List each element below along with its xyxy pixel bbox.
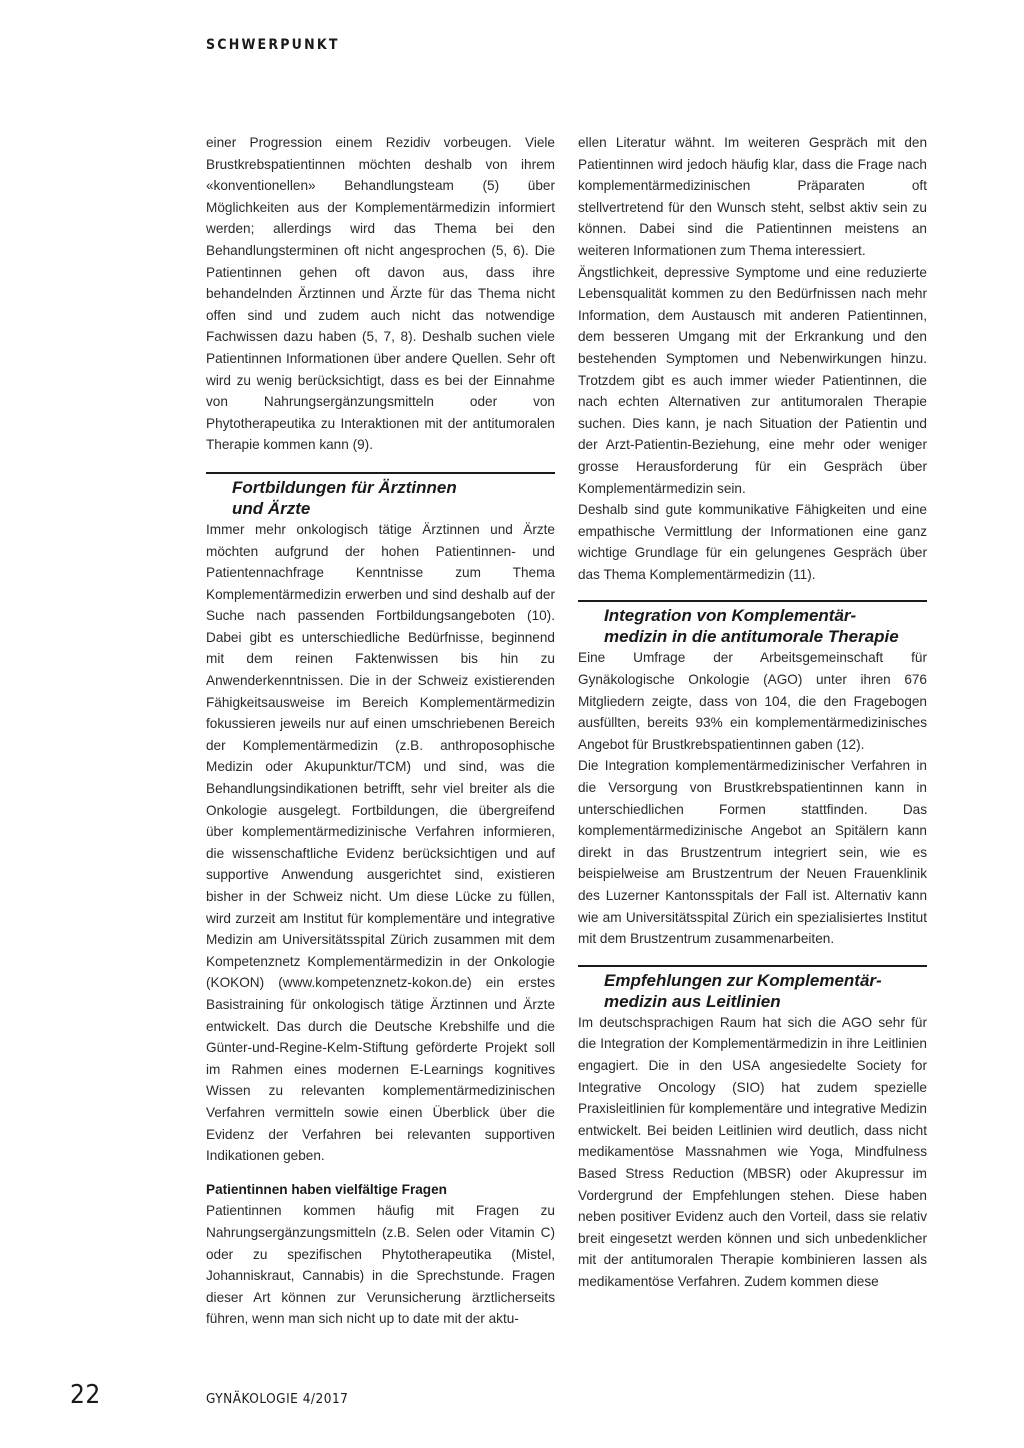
paragraph: Deshalb sind gute kommunikative Fähigkeiten und eine empathische Vermittlung der Informationen eine ganz wichtige Grundlage für ein gelungenes Gespräch über das Thema Komplementärmedizin (11). [578,502,927,582]
heading-line: medizin in die antitumorale Therapie [604,627,899,647]
heading-line: Empfehlungen zur Komplementär- [604,970,882,990]
heading-line: Fortbildungen für Ärztinnen [232,477,457,497]
paragraph: einer Progression einem Rezidiv vorbeugen. Viele Brustkrebspatientinnen möchten deshalb von ihrem «konventionellen» Behandlungsteam (5) über Möglichkeiten aus der Komplementärmedizin informiert werden; allerdings wird das Thema bei den Behandlungsterminen oft nicht angesprochen (5, 6). Die Patientinnen gehen oft davon aus, dass ihre behandelnden Ärztinnen und Ärzte für das Thema nicht offen sind und zudem auch nicht das notwendige Fachwissen dazu haben (5, 7, 8). Deshalb suchen viele Patientinnen Informationen über andere Quellen. Sehr oft wird zu wenig berücksichtigt, dass es bei der Einnahme von Nahrungsergänzungsmitteln oder von Phytotherapeutika zu Interaktionen mit der antitumoralen Therapie kommen kann (9). [206,135,555,453]
subsection-heading: Patientinnen haben vielfältige Fragen [206,1181,447,1197]
paragraph: Im deutschsprachigen Raum hat sich die AGO sehr für die Integration der Komplementärmedizin in ihre Leitlinien engagiert. Die in den USA angesiedelte Society for Integrative Oncology (SIO) hat zudem spezielle Praxisleitlinien für komplementäre und integrative Medizin entwickelt. Bei beiden Leitlinien wird deutlich, dass nicht medikamentöse Massnahmen wie Yoga, Mindfulness Based Stress Reduction (MBSR) oder Akupressur im Vordergrund der Empfehlungen stehen. Diese haben neben positiver Evidenz auch den Vorteil, dass sie relativ breit eingesetzt werden können und sich unbedenklicher mit der antitumoralen Therapie kombinieren lassen als medikamentöse Verfahren. Zudem kommen diese [578,1014,927,1289]
section-heading [206,477,555,519]
heading-line: und Ärzte [232,498,311,518]
paragraph: Immer mehr onkologisch tätige Ärztinnen und Ärzte möchten aufgrund der hohen Patientinnen- und Patientennachfrage Kenntnisse zum Thema Komplementärmedizin erwerben und sind deshalb auf der Suche nach passenden Fortbildungsangeboten (10). Dabei gibt es unterschiedliche Bedürfnisse, beginnend mit dem reinen Faktenwissen bis hin zu Anwenderkenntnissen. Die in der Schweiz existierenden Fähigkeitsausweise im Bereich Komplementärmedizin fokussieren jeweils nur auf einen umschriebenen Bereich der Komplementärmedizin (z.B. anthroposophische Medizin oder Akupunktur/TCM) und sind, was die Behandlungsindikationen betrifft, sehr viel breiter als die Onkologie ausgelegt. Fortbildungen, die übergreifend über komplementärmedizinische Verfahren informieren, die wissenschaftliche Evidenz berücksichtigen und auf supportive Anwendung ausgerichtet sind, existieren bisher in der Schweiz nicht. Um diese Lücke zu füllen, wird zurzeit am Institut für komplementäre und integrative Medizin am Universitätsspital Zürich zusammen mit dem Kompetenznetz Komplementärmedizin in der Onkologie (KOKON) (www.kompetenznetz-kokon.de) ein erstes Basistraining für onkologisch tätige Ärztinnen und Ärzte entwickelt. Das durch die Deutsche Krebshilfe und die Günter-und-Regine-Kelm-Stiftung geförderte Projekt soll im Rahmen eines modernen E-Learnings kognitives Wissen zu relevanten komplementärmedizinischen Verfahren vermitteln sowie einen Überblick über die Evidenz der Verfahren bei relevanten supportiven Indikationen geben. [206,521,555,1164]
page-number: 22 [70,1380,101,1410]
heading-line: Integration von Komplementär- [604,606,857,626]
right-column [578,132,927,1293]
paragraph: Ängstlichkeit, depressive Symptome und eine reduzierte Lebensqualität kommen zu den Bedürfnissen nach mehr Information, dem Austausch mit anderen Patientinnen, dem besseren Umgang mit der Erkrankung und den bestehenden Symptomen und Nebenwirkungen hinzu. Trotzdem gibt es auch immer wieder Patientinnen, die nach echten Alternativen zur antitumoralen Therapie suchen. Dies kann, je nach Situation der Patientin und der Arzt-Patientin-Beziehung, eine mehr oder weniger grosse Herausforderung für ein Gespräch über Komplementärmedizin sein. [578,264,927,496]
paragraph: ellen Literatur wähnt. Im weiteren Gespräch mit den Patientinnen wird jedoch häufig klar, dass die Frage nach komplementärmedizinischen Präparaten oft stellvertretend für den Wunsch steht, selbst aktiv sein zu können. Dabei sind die Patientinnen meistens an weiteren Informationen zum Thema interessiert. [578,135,927,258]
paragraph: Die Integration komplementärmedizinischer Verfahren in die Versorgung von Brustkrebspatientinnen kann in unterschiedlichen Formen stattfinden. Das komplementärmedizinische Angebot an Spitälern kann direkt in das Brustzentrum integriert sein, wie es beispielweise am Brustzentrum der Neuen Frauenklinik des Luzerner Kantonsspitals der Fall ist. Alternativ kann wie am Universitätsspital Zürich ein spezialisiertes Institut mit dem Brustzentrum zusammenarbeiten. [578,758,927,947]
paragraph: Eine Umfrage der Arbeitsgemeinschaft für Gynäkologische Onkologie (AGO) unter ihren 676 Mitgliedern zeigte, dass von 104, die den Fragebogen ausfüllten, bereits 93% ein komplementärmedizinisches Angebot für Brustkrebspatientinnen gaben (12). [578,650,927,752]
paragraph: Patientinnen kommen häufig mit Fragen zu Nahrungsergänzungsmitteln (z.B. Selen oder Vitamin C) oder zu spezifischen Phytotherapeutika (Mistel, Johanniskraut, Cannabis) in die Sprechstunde. Fragen dieser Art können zur Verunsicherung ärztlicherseits führen, wenn man sich nicht up to date mit der aktu- [206,1203,555,1327]
section-heading [578,970,927,1012]
section-heading [578,605,927,647]
section-label: SCHWERPUNKT [206,37,340,53]
heading-line: medizin aus Leitlinien [604,991,781,1011]
left-column [206,132,555,1330]
journal-issue: GYNÄKOLOGIE 4/2017 [206,1391,349,1407]
